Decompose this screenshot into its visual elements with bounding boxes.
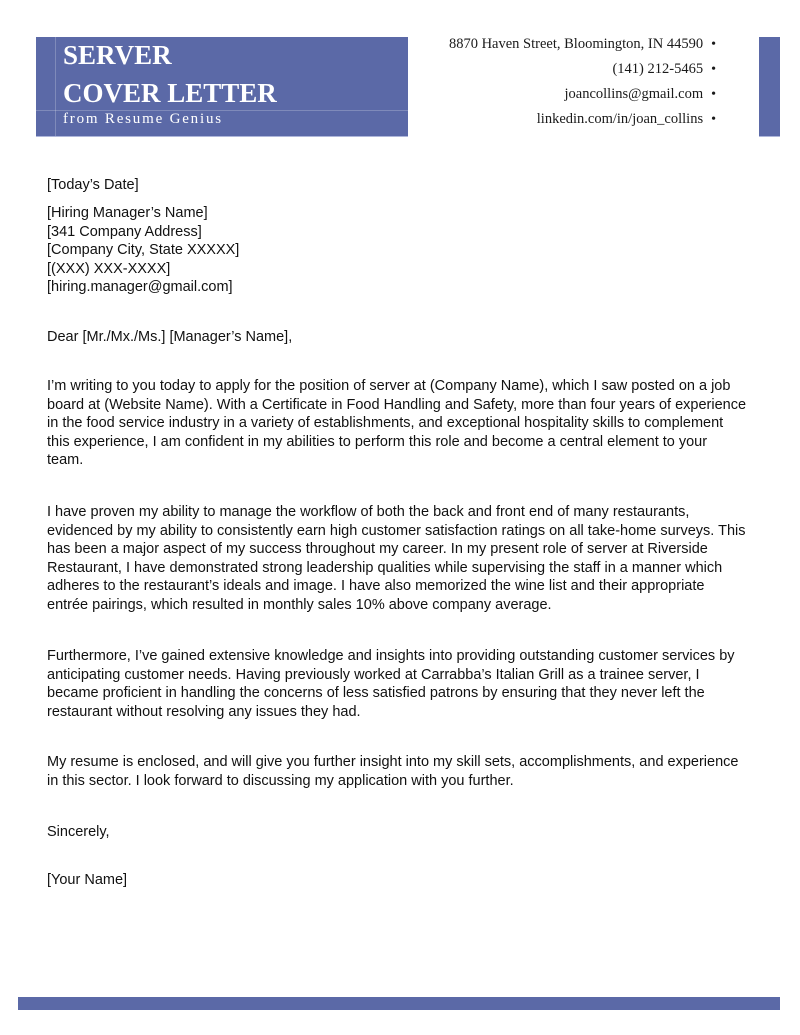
paragraph-line: I’m writing to you today to apply for the position of server at (Company Name), which I saw posted on a job — [47, 378, 731, 394]
letter-date — [47, 176, 139, 195]
contact-email-link[interactable]: joancollins@gmail.com — [564, 86, 704, 102]
contact-info — [449, 32, 716, 132]
recipient-phone: [(XXX) XXX-XXXX] — [47, 260, 171, 277]
contact-linkedin-link[interactable]: linkedin.com/in/joan_collins — [536, 111, 704, 127]
recipient-city-state: [Company City, State XXXXX] — [47, 242, 240, 259]
signature — [47, 871, 127, 890]
header-banner — [36, 37, 408, 137]
paragraph-line: I have proven my ability to manage the workflow of both the back and front end of many restaurants, — [47, 504, 690, 520]
body-paragraph-1 — [47, 377, 746, 470]
paragraph-line: this experience, I am confident in my abilities to perform this role and become a central element to your — [47, 433, 708, 450]
paragraph-line: restaurant without resolving any issues they had. — [47, 703, 361, 720]
salutation — [47, 328, 292, 347]
salutation-text: Dear [Mr./Mx./Ms.] [Manager’s Name], — [47, 329, 293, 345]
recipient-email: [hiring.manager@gmail.com] — [47, 279, 233, 296]
body-paragraph-3 — [47, 647, 735, 721]
paragraph-line: Furthermore, I’ve gained extensive knowledge and insights into providing outstanding customer services by — [47, 648, 735, 664]
paragraph-line: entrée pairings, which resulted in monthly sales 10% above company average. — [47, 596, 552, 613]
bullet-icon: • — [711, 37, 716, 52]
date-text: [Today’s Date] — [47, 177, 139, 193]
document-title-line-2: COVER LETTER — [63, 78, 277, 108]
closing-text: Sincerely, — [47, 824, 110, 840]
bullet-icon: • — [711, 62, 716, 77]
contact-linkedin — [449, 107, 716, 132]
contact-address — [449, 32, 716, 57]
paragraph-line: anticipating customer needs. Having previously worked at Carrabba’s Italian Grill as a trainee server, I — [47, 666, 700, 683]
banner-divider-vertical — [55, 37, 56, 136]
paragraph-line: in this sector. I look forward to discussing my application with you further. — [47, 772, 514, 789]
paragraph-line: My resume is enclosed, and will give you further insight into my skill sets, accomplishments, and experience — [47, 754, 739, 770]
document-subtitle: from Resume Genius — [63, 111, 223, 127]
recipient-address: [341 Company Address] — [47, 223, 202, 240]
paragraph-line: Restaurant, I have demonstrated strong leadership qualities while supervising the staff in a manner which — [47, 559, 723, 576]
contact-phone-text: (141) 212-5465 — [612, 61, 704, 77]
body-paragraph-4 — [47, 753, 738, 790]
contact-email — [449, 82, 716, 107]
closing — [47, 823, 110, 842]
body-paragraph-2 — [47, 503, 745, 615]
accent-bar-right — [759, 37, 780, 137]
paragraph-line: team. — [47, 452, 84, 469]
paragraph-line: board at (Website Name). With a Certificate in Food Handling and Safety, more than four years of experience — [47, 396, 747, 413]
paragraph-line: has been a major aspect of my success throughout my career. In my present role of server at Riverside — [47, 541, 708, 558]
document-title-line-1: SERVER — [63, 40, 172, 70]
paragraph-line: adheres to the restaurant’s ideals and image. I have also memorized the wine list and their appropriate — [47, 578, 705, 595]
paragraph-line: in the food service industry in a variety of establishments, and exceptional hospitality skills to complement — [47, 415, 724, 432]
paragraph-line: became proficient in handling the concerns of less satisfied patrons by ensuring that they never left the — [47, 685, 705, 702]
footer-accent-bar — [18, 997, 780, 1010]
signature-text: [Your Name] — [47, 872, 128, 888]
contact-phone — [449, 57, 716, 82]
recipient-name: [Hiring Manager’s Name] — [47, 205, 208, 221]
contact-address-text: 8870 Haven Street, Bloomington, IN 44590 — [448, 36, 704, 52]
recipient-block — [47, 204, 239, 297]
bullet-icon: • — [711, 112, 716, 127]
paragraph-line: evidenced by my ability to consistently earn high customer satisfaction ratings on all take-home surveys. This — [47, 522, 746, 539]
bullet-icon: • — [711, 87, 716, 102]
